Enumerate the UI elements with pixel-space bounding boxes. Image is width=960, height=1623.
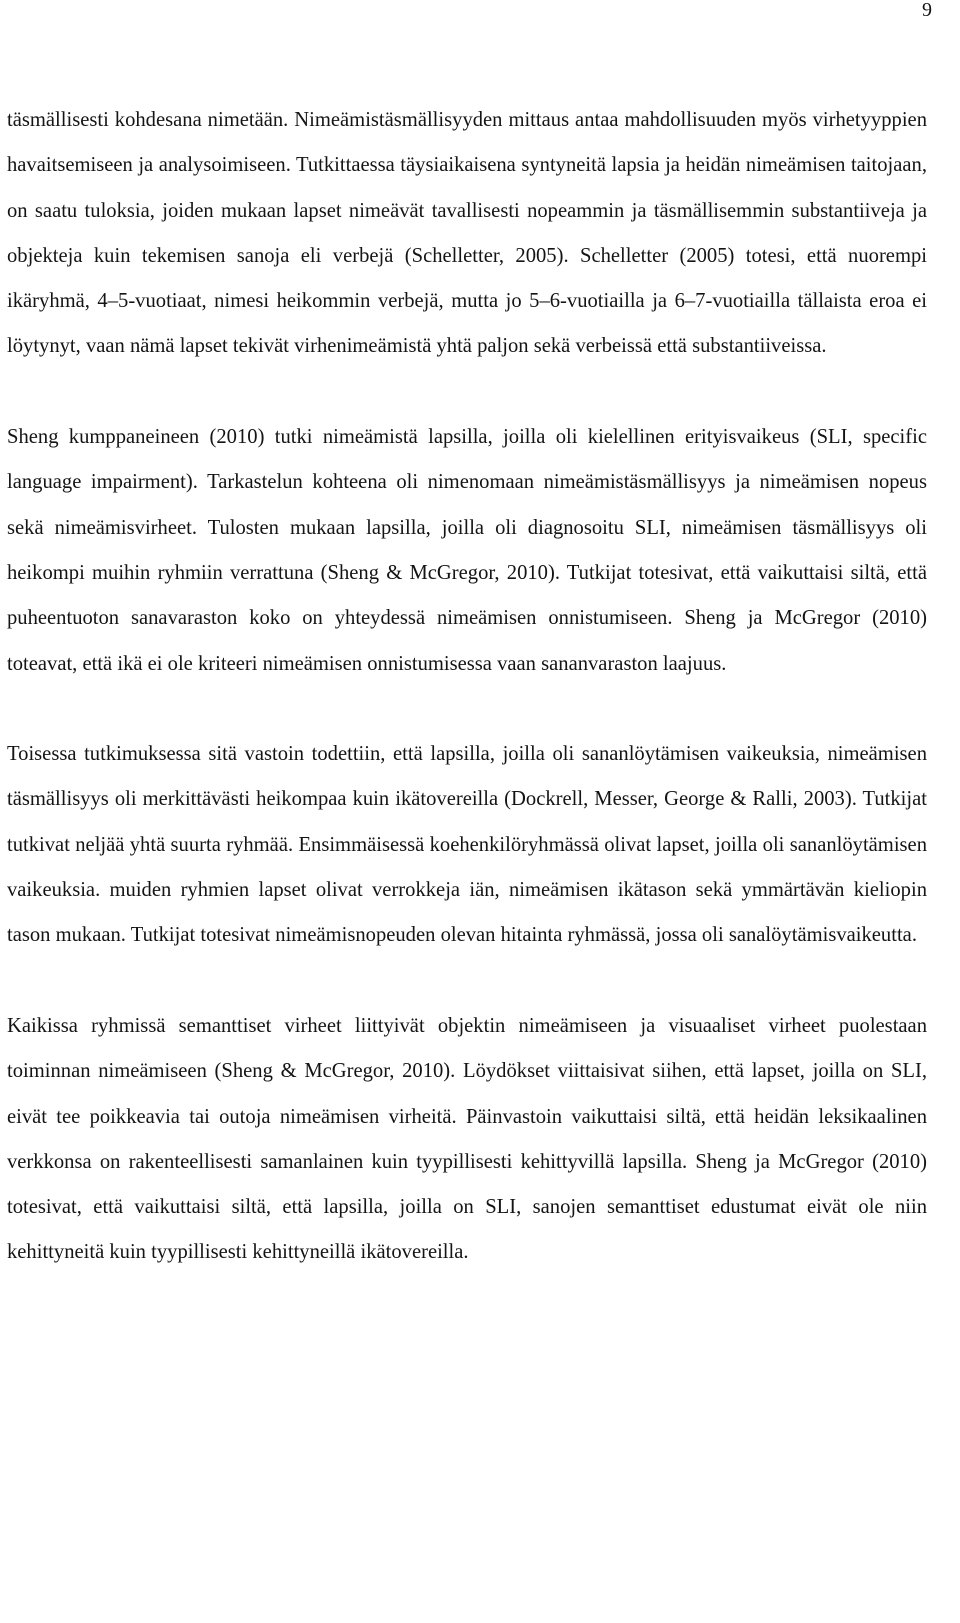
paragraph-semantic-errors: Kaikissa ryhmissä semanttiset virheet liittyivät objektin nimeämiseen ja visuaaliset virheet puolestaan toiminnan nimeämiseen (Sheng & McGregor, 2010). Löydökset viittaisivat siihen, että lapset, joilla on SLI, eivät tee poikkeavia tai outoja nimeämisen virheitä. Päinvastoin vaikuttaisi siltä, että heidän leksikaalinen verkkonsa on rakenteellisesti samanlainen kuin tyypillisesti kehittyvillä lapsilla. Sheng ja McGregor (2010) totesivat, että vaikuttaisi siltä, että lapsilla, joilla on SLI, sanojen semanttiset edustumat eivät ole niin kehittyneitä kuin tyypillisesti kehittyneillä ikätovereilla.: [7, 1014, 927, 1264]
paragraph-naming-accuracy: täsmällisesti kohdesana nimetään. Nimeämistäsmällisyyden mittaus antaa mahdollisuuden myös virhetyyppien havaitsemiseen ja analysoimiseen. Tutkittaessa täysiaikaisena syntyneitä lapsia ja heidän nimeämisen taitojaan, on saatu tuloksia, joiden mukaan lapset nimeävät tavallisesti nopeammin ja täsmällisemmin substantiiveja ja objekteja kuin tekemisen sanoja eli verbejä (Schelletter, 2005). Schelletter (2005) totesi, että nuorempi ikäryhmä, 4–5-vuotiaat, nimesi heikommin verbejä, mutta jo 5–6-vuotiailla ja 6–7-vuotiailla tällaista eroa ei löytynyt, vaan nämä lapset tekivät virhenimeämistä yhtä paljon sekä verbeissä että substantiiveissa.: [7, 109, 927, 358]
document-body: [7, 98, 927, 1276]
page-number: 9: [922, 0, 932, 21]
paragraph-sheng-sli: Sheng kumppaneineen (2010) tutki nimeämistä lapsilla, joilla oli kielellinen erityisvaikeus (SLI, specific language impairment). Tarkastelun kohteena oli nimenomaan nimeämistäsmällisyys ja nimeämisen nopeus sekä nimeämisvirheet. Tulosten mukaan lapsilla, joilla oli diagnosoitu SLI, nimeämisen täsmällisyys oli heikompi muihin ryhmiin verrattuna (Sheng & McGregor, 2010). Tutkijat totesivat, että vaikuttaisi siltä, että puheentuoton sanavaraston koko on yhteydessä nimeämisen onnistumiseen. Sheng ja McGregor (2010) toteavat, että ikä ei ole kriteeri nimeämisen onnistumisessa vaan sananvaraston laajuus.: [7, 426, 927, 675]
paragraph-dockrell-study: Toisessa tutkimuksessa sitä vastoin todettiin, että lapsilla, joilla oli sananlöytämisen vaikeuksia, nimeämisen täsmällisyys oli merkittävästi heikompaa kuin ikätovereilla (Dockrell, Messer, George & Ralli, 2003). Tutkijat tutkivat neljää yhtä suurta ryhmää. Ensimmäisessä koehenkilöryhmässä olivat lapset, joilla oli sananlöytämisen vaikeuksia. muiden ryhmien lapset olivat verrokkeja iän, nimeämisen ikätason sekä ymmärtävän kieliopin tason mukaan. Tutkijat totesivat nimeämisnopeuden olevan hitainta ryhmässä, jossa oli sanalöytämisvaikeutta.: [7, 743, 927, 947]
